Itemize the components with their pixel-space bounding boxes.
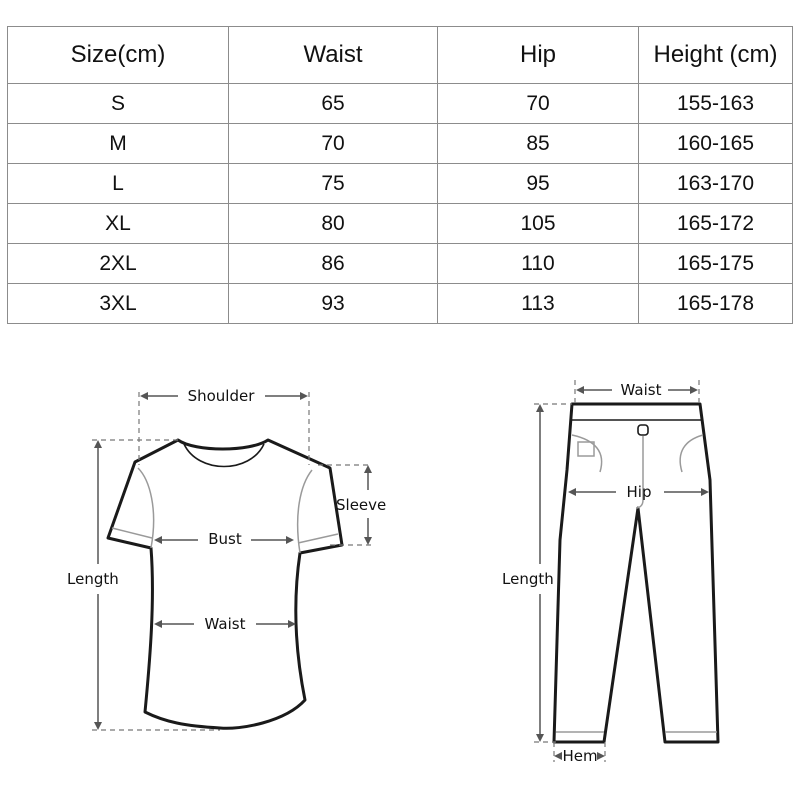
arrow-left-icon [554,752,562,760]
cell-size: M [8,124,229,164]
hem-label: Hem [562,747,598,765]
cell-hip: 85 [438,124,639,164]
arrow-left-icon [140,392,148,400]
cell-size: L [8,164,229,204]
arrow-right-icon [300,392,308,400]
shirt-waist-label: Waist [204,615,246,633]
arrow-right-icon [597,752,605,760]
shoulder-label: Shoulder [187,387,255,405]
arrow-up-icon [536,404,544,412]
cell-waist: 86 [229,244,438,284]
pants-diagram [502,380,718,765]
header-waist: Waist [229,27,438,84]
pants-length-label: Length [502,570,554,588]
cell-hip: 110 [438,244,639,284]
cell-size: XL [8,204,229,244]
pants-waist-label: Waist [620,381,662,399]
cell-waist: 80 [229,204,438,244]
cell-height: 163-170 [639,164,793,204]
arrow-up-icon [364,465,372,473]
arrow-right-icon [690,386,698,394]
cell-hip: 105 [438,204,639,244]
header-height: Height (cm) [639,27,793,84]
cell-hip: 70 [438,84,639,124]
cell-height: 165-175 [639,244,793,284]
cell-height: 165-178 [639,284,793,324]
cell-waist: 65 [229,84,438,124]
cell-waist: 93 [229,284,438,324]
cell-hip: 95 [438,164,639,204]
cell-waist: 75 [229,164,438,204]
cell-size: 2XL [8,244,229,284]
cell-size: 3XL [8,284,229,324]
shirt-length-label: Length [67,570,119,588]
arrow-up-icon [94,440,102,448]
cell-height: 155-163 [639,84,793,124]
shirt-outline-icon [108,440,342,728]
cell-size: S [8,84,229,124]
shirt-diagram [67,387,386,730]
header-size: Size(cm) [8,27,229,84]
cell-height: 160-165 [639,124,793,164]
arrow-down-icon [364,537,372,545]
cell-hip: 113 [438,284,639,324]
arrow-down-icon [536,734,544,742]
arrow-down-icon [94,722,102,730]
bust-label: Bust [208,530,242,548]
header-hip: Hip [438,27,639,84]
arrow-left-icon [576,386,584,394]
cell-waist: 70 [229,124,438,164]
hip-label: Hip [626,483,652,501]
cell-height: 165-172 [639,204,793,244]
sleeve-label: Sleeve [336,496,387,514]
